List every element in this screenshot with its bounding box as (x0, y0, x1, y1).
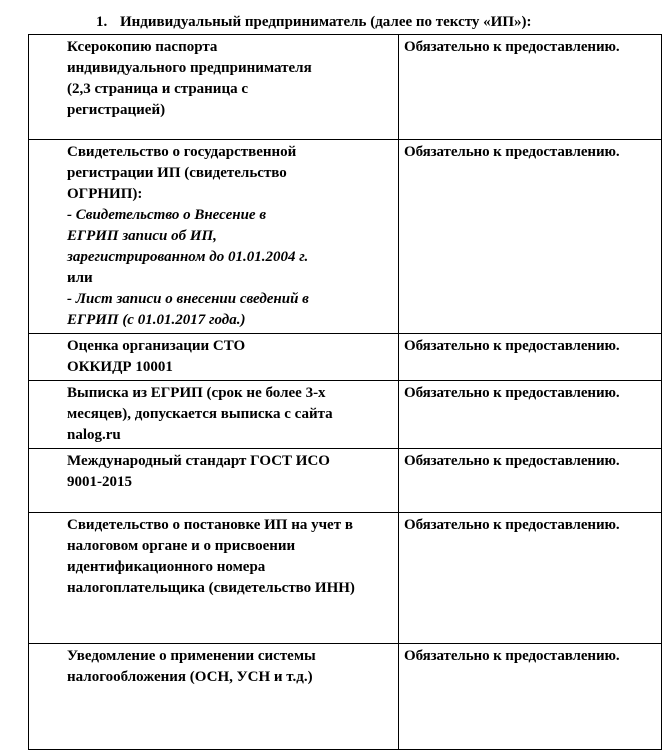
document-line: Оценка организации СТО (67, 338, 246, 354)
table-row (29, 381, 662, 449)
document-line: Выписка из ЕГРИП (срок не более 3-х (67, 385, 326, 401)
document-line: регистрацией) (67, 102, 166, 118)
document-line: ОГРНИП): (67, 186, 143, 202)
requirement-cell: Обязательно к предоставлению. (399, 513, 662, 644)
requirement-cell: Обязательно к предоставлению. (399, 35, 662, 140)
document-cell (29, 449, 399, 513)
document-cell (29, 140, 399, 334)
document-line: Уведомление о применении системы (67, 648, 316, 664)
requirement-cell: Обязательно к предоставлению. (399, 449, 662, 513)
document-line: Ксерокопию паспорта (67, 39, 218, 55)
or-label: или (67, 270, 93, 286)
document-cell (29, 334, 399, 381)
table-row (29, 140, 662, 334)
requirement-cell: Обязательно к предоставлению. (399, 140, 662, 334)
requirement-cell: Обязательно к предоставлению. (399, 381, 662, 449)
document-cell (29, 381, 399, 449)
option-line: зарегистрированном до 01.01.2004 г. (67, 249, 309, 265)
option-line: ЕГРИП (с 01.01.2017 года.) (67, 312, 246, 328)
table-row (29, 513, 662, 644)
document-cell (29, 644, 399, 750)
document-line: индивидуального предпринимателя (67, 60, 312, 76)
option-line: - Свидетельство о Внесение в (67, 207, 267, 223)
documents-table (28, 34, 662, 750)
document-line: идентификационного номера (67, 559, 266, 575)
heading-text: Индивидуальный предприниматель (далее по тексту «ИП»): (120, 14, 532, 30)
document-cell (29, 513, 399, 644)
document-line: регистрации ИП (свидетельство (67, 165, 287, 181)
document-line: месяцев), допускается выписка с сайта (67, 406, 333, 422)
document-line: Международный стандарт ГОСТ ИСО (67, 453, 330, 469)
document-line: (2,3 страница и страница с (67, 81, 249, 97)
document-line: налогообложения (ОСН, УСН и т.д.) (67, 669, 313, 685)
page-heading (96, 12, 531, 32)
document-line: nalog.ru (67, 427, 121, 443)
requirement-cell: Обязательно к предоставлению. (399, 334, 662, 381)
document-line: налоговом органе и о присвоении (67, 538, 296, 554)
table-row (29, 449, 662, 513)
document-cell (29, 35, 399, 140)
option-line: ЕГРИП записи об ИП, (67, 228, 217, 244)
document-line: налогоплательщика (свидетельство ИНН) (67, 580, 355, 596)
table-row (29, 35, 662, 140)
heading-number: 1. (96, 14, 108, 30)
document-line: Свидетельство о постановке ИП на учет в (67, 517, 353, 533)
requirement-cell: Обязательно к предоставлению. (399, 644, 662, 750)
document-line: Свидетельство о государственной (67, 144, 297, 160)
document-line: ОККИДР 10001 (67, 359, 173, 375)
option-line: - Лист записи о внесении сведений в (67, 291, 309, 307)
document-line: 9001-2015 (67, 474, 132, 490)
table-row (29, 334, 662, 381)
table-row (29, 644, 662, 750)
